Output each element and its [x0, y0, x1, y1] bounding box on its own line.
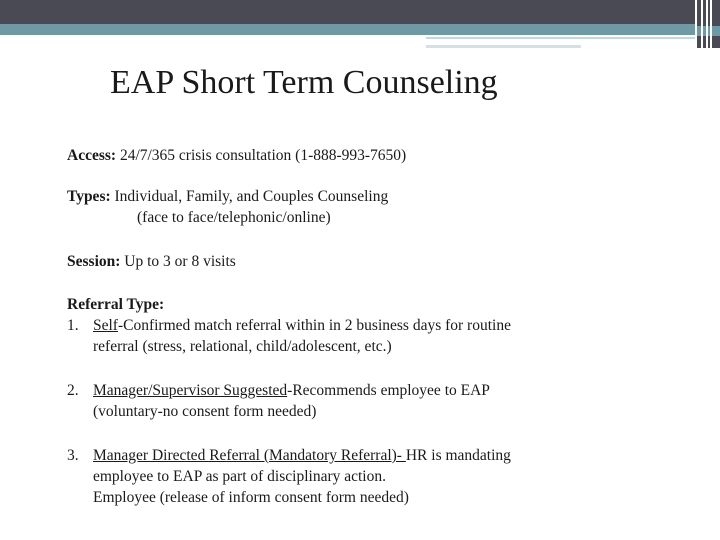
referral-item-1-line-2: referral (stress, relational, child/adolescent, etc.): [93, 338, 392, 355]
access-line: [67, 145, 406, 166]
referral-type-desc: -Confirmed match referral within in 2 business days for routine: [117, 317, 511, 334]
referral-type-name: Manager/Supervisor Suggested: [93, 382, 288, 399]
list-number: 3.: [67, 447, 79, 464]
decorative-bar: [703, 0, 706, 48]
decorative-line: [426, 45, 581, 48]
session-line: [67, 251, 236, 272]
referral-type-name: Manager Directed Referral (Mandatory Referral)-: [93, 447, 406, 464]
access-text: 24/7/365 crisis consultation (1-888-993-7650): [116, 147, 407, 164]
types-line-2: (face to face/telephonic/online): [137, 209, 331, 226]
decorative-bar: [708, 26, 710, 36]
decorative-bar: [708, 0, 710, 48]
referral-heading: Referral Type:: [67, 296, 165, 313]
types-label: Types:: [67, 188, 111, 205]
decorative-bar: [712, 26, 720, 36]
decorative-line: [426, 37, 695, 39]
types-text: Individual, Family, and Couples Counseling: [110, 188, 389, 205]
referral-type-desc: -Recommends employee to EAP: [287, 382, 490, 399]
decorative-bar: [712, 0, 720, 48]
list-number: 1.: [67, 317, 79, 334]
session-label: Session:: [67, 253, 121, 270]
page-title: EAP Short Term Counseling: [110, 64, 498, 101]
decorative-bar: [697, 26, 701, 36]
referral-type-name: Self: [93, 317, 118, 334]
referral-item-2-line-2: (voluntary-no consent form needed): [93, 403, 317, 420]
decorative-bar: [703, 26, 706, 36]
referral-type-desc: HR is mandating: [405, 447, 511, 464]
referral-item-3-line-2: employee to EAP as part of disciplinary action.: [93, 468, 386, 485]
types-line: [67, 186, 388, 207]
access-label: Access:: [67, 147, 117, 164]
decorative-bar: [697, 0, 701, 48]
session-text: Up to 3 or 8 visits: [120, 253, 236, 270]
referral-item-2: [67, 380, 490, 401]
top-banner-stripe: [0, 24, 695, 35]
top-banner-bar: [0, 0, 695, 24]
referral-item-1: [67, 315, 511, 336]
referral-item-3-line-3: Employee (release of inform consent form needed): [93, 489, 409, 506]
referral-item-3: [67, 445, 511, 466]
list-number: 2.: [67, 382, 79, 399]
